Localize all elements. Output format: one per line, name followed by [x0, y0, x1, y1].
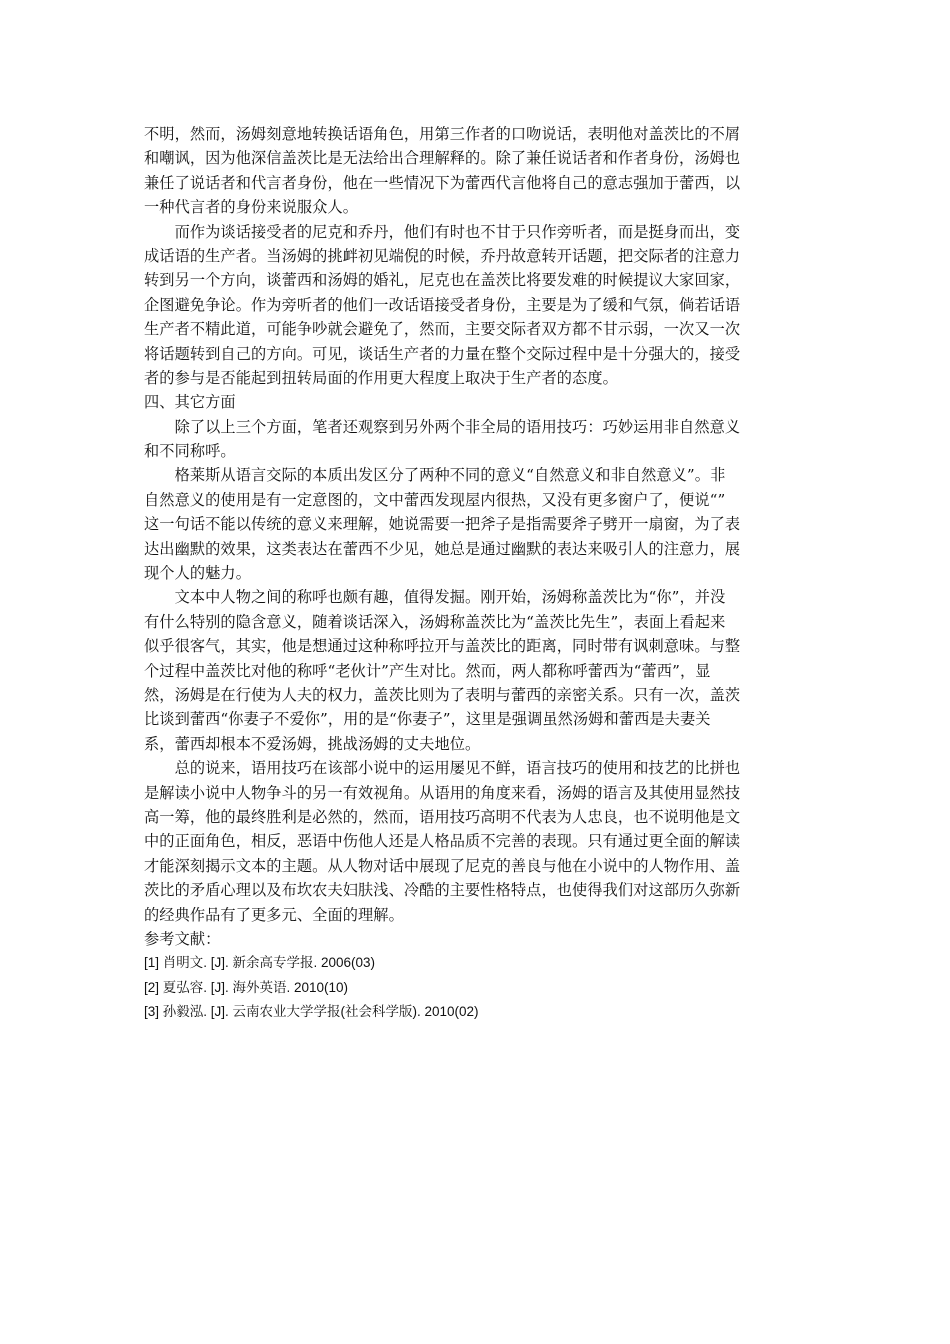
- text-line: 总的说来，语用技巧在该部小说中的运用屡见不鲜，语言技巧的使用和技艺的比拼也: [144, 759, 741, 778]
- text-line: 文本中人物之间的称呼也颇有趣，值得发掘。刚开始，汤姆称盖茨比为“你”，并没: [144, 588, 726, 607]
- text-line: 个过程中盖茨比对他的称呼“老伙计”产生对比。然而，两人都称呼蕾西为“蕾西”，显: [144, 661, 711, 680]
- text-line: 然，汤姆是在行使为人夫的权力，盖茨比则为了表明与蕾西的亲密关系。只有一次，盖茨: [144, 685, 741, 704]
- text-line: 系，蕾西却根本不爱汤姆，挑战汤姆的丈夫地位。: [144, 734, 481, 753]
- text-line: 和嘲讽，因为他深信盖茨比是无法给出合理解释的。除了兼任说话者和作者身份，汤姆也: [144, 149, 741, 168]
- text-line: 和不同称呼。: [144, 442, 236, 461]
- text-line: 达出幽默的效果，这类表达在蕾西不少见，她总是通过幽默的表达来吸引人的注意力，展: [144, 539, 741, 558]
- reference-item: [2] 夏弘容. [J]. 海外英语. 2010(10): [144, 979, 349, 995]
- text-line: 兼任了说话者和代言者身份，他在一些情况下为蕾西代言他将自己的意志强加于蕾西，以: [144, 173, 741, 192]
- reference-list: [144, 951, 808, 1024]
- text-line: 中的正面角色，相反，恶语中伤他人还是人格品质不完善的表现。只有通过更全面的解读: [144, 832, 741, 851]
- text-line: 除了以上三个方面，笔者还观察到另外两个非全局的语用技巧：巧妙运用非自然意义: [144, 417, 741, 436]
- text-line: 者的参与是否能起到扭转局面的作用更大程度上取决于生产者的态度。: [144, 368, 618, 387]
- text-line: 这一句话不能以传统的意义来理解，她说需要一把斧子是指需要斧子劈开一扇窗，为了表: [144, 515, 741, 534]
- text-line: 一种代言者的身份来说服众人。: [144, 198, 359, 217]
- text-line: 成话语的生产者。当汤姆的挑衅初见端倪的时候，乔丹故意转开话题，把交际者的注意力: [144, 246, 741, 265]
- text-line: 现个人的魅力。: [144, 564, 252, 583]
- section-heading: 四、其它方面: [144, 393, 236, 412]
- text-line: 生产者不精此道，可能争吵就会避免了，然而，主要交际者双方都不甘示弱，一次又一次: [144, 320, 741, 339]
- body-text: [144, 122, 808, 951]
- text-line: 高一筹，他的最终胜利是必然的，然而，语用技巧高明不代表为人忠良，也不说明他是文: [144, 807, 741, 826]
- text-line: 有什么特别的隐含意义，随着谈话深入，汤姆称盖茨比为“盖茨比先生”，表面上看起来: [144, 612, 726, 631]
- text-line: 转到另一个方向，谈蕾西和汤姆的婚礼，尼克也在盖茨比将要发难的时候提议大家回家，: [144, 271, 741, 290]
- text-line: 比谈到蕾西“你妻子不爱你”，用的是“你妻子”，这里是强调虽然汤姆和蕾西是夫妻关: [144, 710, 711, 729]
- text-line: 企图避免争论。作为旁听者的他们一改话语接受者身份，主要是为了缓和气氛，倘若话语: [144, 295, 741, 314]
- document-page: [144, 122, 808, 1024]
- text-line: 似乎很客气，其实，他是想通过这种称呼拉开与盖茨比的距离，同时带有讽刺意味。与整: [144, 637, 741, 656]
- text-line: 自然意义的使用是有一定意图的，文中蕾西发现屋内很热，又没有更多窗户了，便说“”: [144, 490, 726, 509]
- text-line: 不明，然而，汤姆刻意地转换话语角色，用第三作者的口吻说话，表明他对盖茨比的不屑: [144, 125, 741, 143]
- text-line: 格莱斯从语言交际的本质出发区分了两种不同的意义“自然意义和非自然意义”。非: [144, 466, 726, 485]
- text-line: 茨比的矛盾心理以及布坎农夫妇肤浅、冷酷的主要性格特点，也使得我们对这部历久弥新: [144, 881, 741, 900]
- references-heading: 参考文献：: [144, 929, 221, 948]
- text-line: 才能深刻揭示文本的主题。从人物对话中展现了尼克的善良与他在小说中的人物作用、盖: [144, 856, 741, 875]
- text-line: 的经典作品有了更多元、全面的理解。: [144, 905, 404, 924]
- text-line: 将话题转到自己的方向。可见，谈话生产者的力量在整个交际过程中是十分强大的，接受: [144, 344, 741, 363]
- text-line: 是解读小说中人物争斗的另一有效视角。从语用的角度来看，汤姆的语言及其使用显然技: [144, 783, 741, 802]
- reference-item: [1] 肖明文. [J]. 新余高专学报. 2006(03): [144, 955, 376, 971]
- text-line: 而作为谈话接受者的尼克和乔丹，他们有时也不甘于只作旁听者，而是挺身而出，变: [144, 222, 741, 241]
- reference-item: [3] 孙毅泓. [J]. 云南农业大学学报(社会科学版). 2010(02): [144, 1004, 479, 1020]
